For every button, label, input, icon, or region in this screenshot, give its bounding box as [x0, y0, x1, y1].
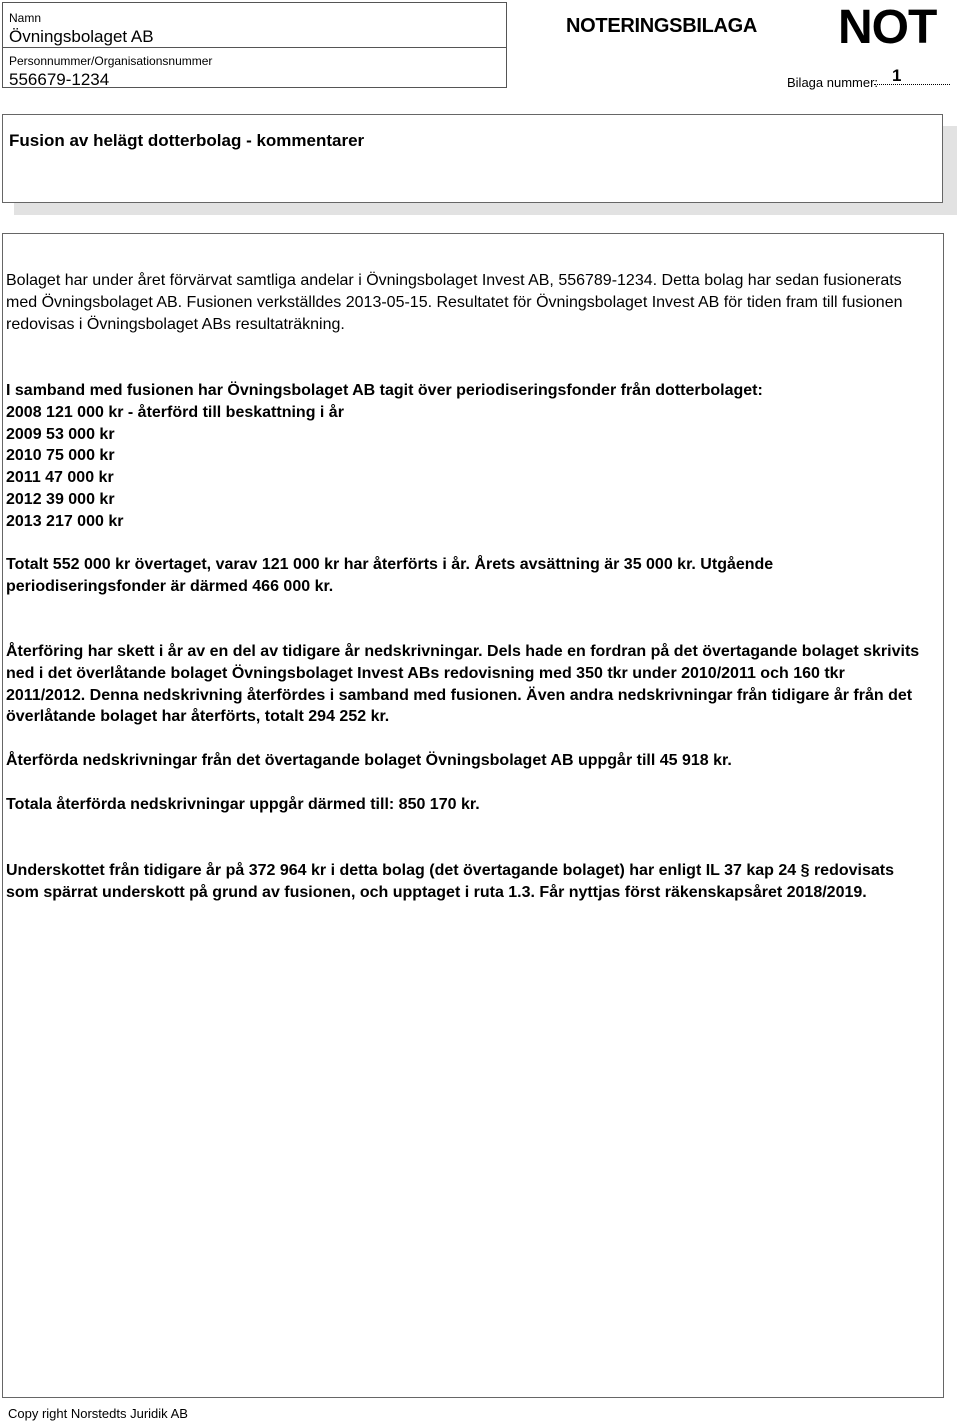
- fund-line: 2010 75 000 kr: [6, 447, 115, 465]
- paragraph-deficit: Underskottet från tidigare år på 372 964 kr i detta bolag (det övertagande bolaget) har enligt IL 37 kap 24 § redovisats som spärrat underskott på grund av fusionen, och upptaget i ruta 1.3. Får nyttjas först räkenskapsåret 2018/2019.: [6, 862, 894, 901]
- paragraph-funds: [6, 380, 924, 533]
- fund-line: 2009 53 000 kr: [6, 425, 115, 443]
- title-box: [2, 114, 943, 203]
- fund-line: 2008 121 000 kr - återförd till beskattning i år: [6, 403, 344, 421]
- paragraph-reversals-acquirer: Återförda nedskrivningar från det övertagande bolaget Övningsbolaget AB uppgår till 45 918 kr.: [6, 752, 732, 769]
- identity-divider: [3, 47, 506, 48]
- fund-line: 2011 47 000 kr: [6, 469, 114, 487]
- paragraph-fund-total: Totalt 552 000 kr övertaget, varav 121 000 kr har återförts i år. Årets avsättning är 35 000 kr. Utgående periodiseringsfonder är därmed 466 000 kr.: [6, 556, 774, 595]
- document-type: NOTERINGSBILAGA: [566, 15, 758, 37]
- id-label: Personnummer/Organisationsnummer: [9, 54, 213, 68]
- note-body: [2, 233, 944, 1398]
- note-title: Fusion av helägt dotterbolag - kommentarer: [9, 131, 365, 150]
- attachment-label: Bilaga nummer:: [787, 75, 879, 90]
- attachment-number: 1: [892, 66, 902, 85]
- document-code: NOT: [838, 1, 937, 54]
- paragraph-acquisition: Bolaget har under året förvärvat samtliga andelar i Övningsbolaget Invest AB, 556789-1234. Detta bolag har sedan fusionerats med Övningsbolaget AB. Fusionen verkställdes 2013-05-15. Resultatet för Övningsbolaget Invest AB för tiden fram till fusionen redovisas i Övningsbolaget ABs resultaträkning.: [6, 272, 903, 333]
- name-value: Övningsbolaget AB: [9, 27, 154, 46]
- paragraph-reversals: Återföring har skett i år av en del av tidigare år nedskrivningar. Dels hade en fordran på det övertagande bolaget skrivits ned i det överlåtande bolaget Övningsbolaget Invest ABs redovisning med 350 tkr under 2010/2011 och 160 tkr 2011/2012. Denna nedskrivning återfördes i samband med fusionen. Även andra nedskrivningar från tidigare år från det överlåtande bolaget har återförts, totalt 294 252 kr.: [6, 643, 920, 726]
- attachment-dotted-line: [874, 84, 950, 85]
- id-value: 556679-1234: [9, 70, 110, 89]
- fund-line: 2012 39 000 kr: [6, 490, 115, 508]
- paragraph-reversals-total: Totala återförda nedskrivningar uppgår därmed till: 850 170 kr.: [6, 796, 480, 813]
- copyright-footer: Copy right Norstedts Juridik AB: [8, 1406, 188, 1421]
- funds-intro: I samband med fusionen har Övningsbolaget AB tagit över periodiseringsfonder från dotterbolaget:: [6, 382, 763, 399]
- fund-line: 2013 217 000 kr: [6, 512, 124, 530]
- name-label: Namn: [9, 11, 42, 25]
- identity-box: [2, 2, 507, 88]
